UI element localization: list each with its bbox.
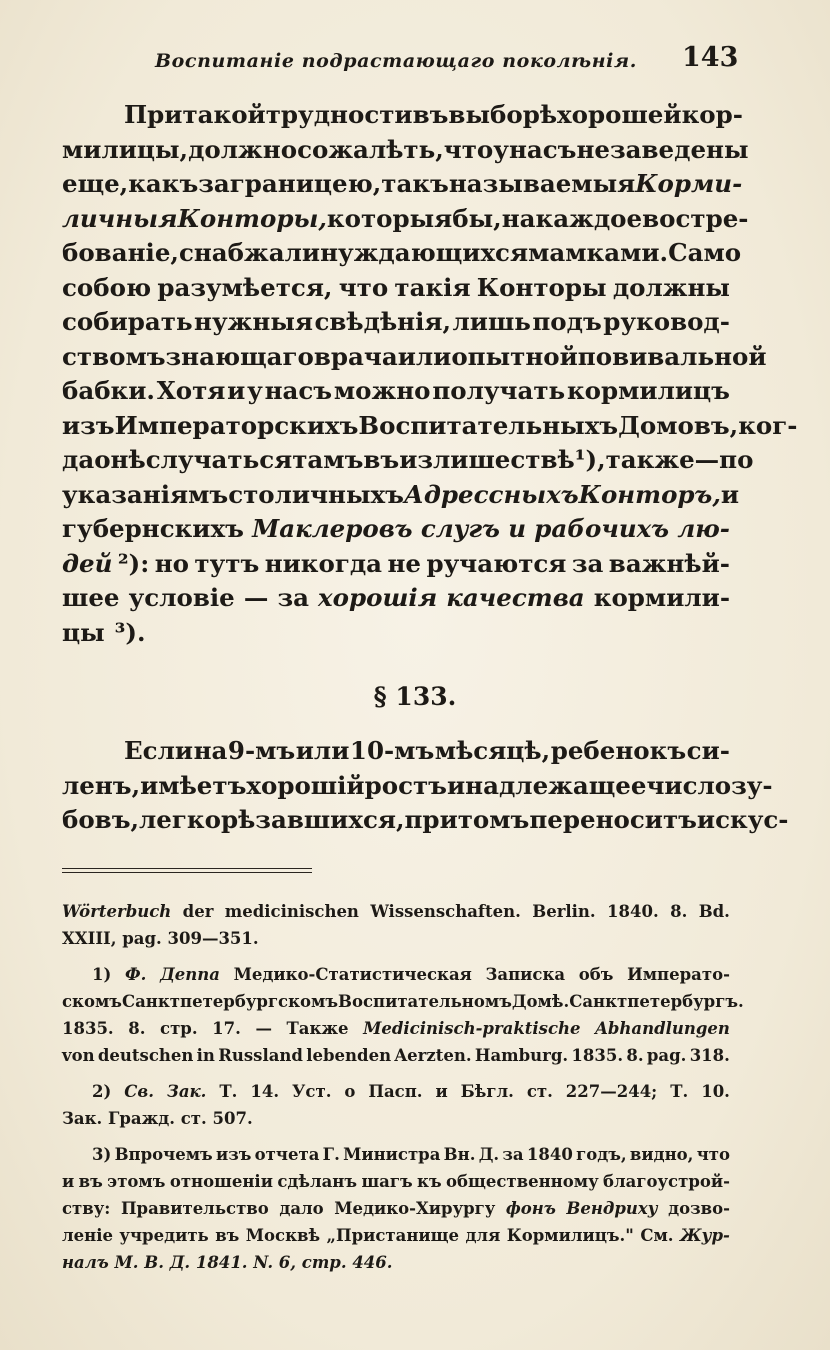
footnote-line: и въ этомъ отношеніи сдѣланъ шагъ къ общественному благоустрой- bbox=[62, 1172, 730, 1191]
text-line: цы ³). bbox=[62, 617, 146, 647]
page-number: 143 bbox=[682, 42, 739, 73]
footnote-line: 1) Ф. Деппа Медико-Статистическая Записка объ Императо- bbox=[92, 965, 730, 984]
text-line: бовъ, легко рѣзавшихся, притомъ переноситъ искус- bbox=[62, 805, 789, 834]
footnote-divider bbox=[62, 868, 312, 873]
text-line: милицы, должно сожалѣть, что у насъ не заведены bbox=[62, 134, 749, 164]
text-line: шее условіе — за хорошія качества кормили- bbox=[62, 583, 730, 612]
footnote-line: скомъ Санктпетербургскомъ Воспитательномъ Домѣ. Санктпетербургъ. bbox=[62, 992, 744, 1011]
text-line: Если на 9-мъ или 10-мъ мѣсяцѣ, ребенокъ си- bbox=[124, 736, 730, 765]
footnote-3 bbox=[62, 1141, 730, 1276]
text-line: еще, какъ заграницею, такъ называемыя Корми- bbox=[62, 169, 743, 198]
footnote-continued bbox=[62, 898, 730, 952]
footnote-line: Зак. Гражд. ст. 507. bbox=[62, 1109, 253, 1128]
text-line: ствомъ знающаго врача или опытной повивальной bbox=[62, 341, 767, 371]
footnotes bbox=[62, 898, 744, 1285]
text-line: личныя Конторы, которыя бы, на каждое востре- bbox=[62, 203, 749, 233]
footnote-line: von deutschen in Russland lebenden Aerzten. Hamburg. 1835. 8. pag. 318. bbox=[62, 1046, 730, 1065]
text-line: бованіе, снабжали нуждающихся мамками. Само bbox=[62, 238, 742, 267]
footnote-line: ству: Правительство дало Медико-Хирургу фонъ Вендриху дозво- bbox=[62, 1199, 730, 1218]
running-head-title: Воспитаніе подрастающаго поколѣнія. bbox=[155, 50, 637, 72]
paragraph-2 bbox=[62, 734, 789, 838]
text-line: дей ²): но тутъ никогда не ручаются за важнѣй- bbox=[62, 548, 730, 578]
running-head bbox=[0, 42, 830, 78]
text-line: изъ Императорскихъ Воспитательныхъ Домовъ, ког- bbox=[62, 410, 798, 440]
text-line: ленъ, имѣетъ хорошій ростъ и надлежащее число зу- bbox=[62, 770, 773, 800]
text-line: указаніямъ столичныхъ Адрессныхъ Конторъ, и bbox=[62, 479, 740, 509]
text-line: собирать нужныя свѣдѣнія, лишь подъ руковод- bbox=[62, 307, 730, 336]
footnote-line: налъ М. В. Д. 1841. N. 6, стр. 446. bbox=[62, 1253, 393, 1272]
footnote-line: XXIII, pag. 309—351. bbox=[62, 929, 259, 948]
footnote-line: 1835. 8. стр. 17. — Также Medicinisch-praktische Abhandlungen bbox=[62, 1019, 730, 1038]
text-line: собою разумѣется, что такія Конторы должны bbox=[62, 272, 730, 302]
footnote-line: леніе учредить въ Москвѣ „Пристанище для Кормилицъ." См. Жур- bbox=[62, 1226, 730, 1245]
section-heading: § 133. bbox=[373, 682, 457, 711]
footnote-line: 3) Впрочемъ изъ отчета Г. Министра Вн. Д. за 1840 годъ, видно, что bbox=[92, 1145, 730, 1164]
footnote-line: Wörterbuch der medicinischen Wissenschaften. Berlin. 1840. 8. Bd. bbox=[62, 902, 730, 921]
text-line: губернскихъ Маклеровъ слугъ и рабочихъ лю- bbox=[62, 514, 730, 543]
footnote-2 bbox=[62, 1078, 730, 1132]
text-line: да онѣ случаться тамъ въ излишествѣ ¹), также—по bbox=[62, 445, 754, 474]
footnote-line: 2) Св. Зак. Т. 14. Уст. о Пасп. и Бѣгл. ст. 227—244; Т. 10. bbox=[92, 1082, 730, 1101]
paragraph-1 bbox=[62, 98, 798, 650]
text-line: бабки. Хотя и у насъ можно получать кормилицъ bbox=[62, 376, 730, 405]
text-line: При такой трудности въ выборѣ хорошей кор- bbox=[124, 100, 743, 129]
footnote-1 bbox=[62, 961, 744, 1069]
